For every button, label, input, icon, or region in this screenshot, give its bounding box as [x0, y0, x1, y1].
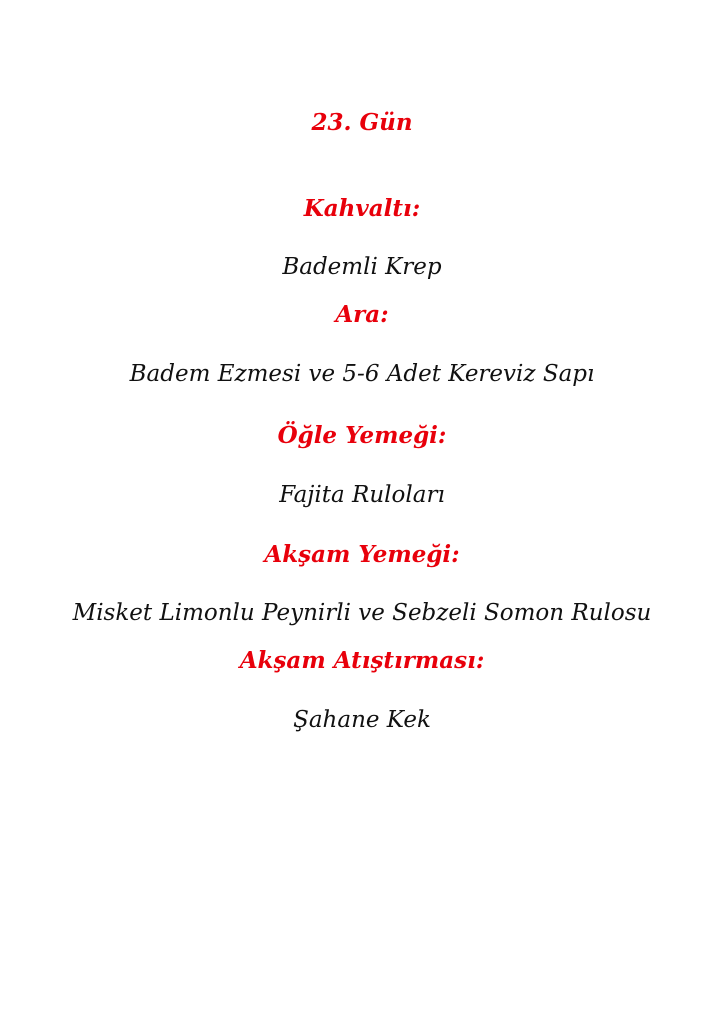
lunch-item: Fajita Ruloları: [279, 482, 445, 508]
breakfast-item: Bademli Krep: [282, 254, 442, 280]
dinner-item: Misket Limonlu Peynirli ve Sebzeli Somon Rulosu: [72, 600, 652, 626]
evening-snack-heading: Akşam Atıştırması:: [239, 647, 485, 674]
day-title: 23. Gün: [311, 109, 413, 136]
dinner-heading: Akşam Yemeği:: [264, 541, 460, 568]
snack-item: Badem Ezmesi ve 5-6 Adet Kereviz Sapı: [129, 361, 595, 387]
lunch-heading: Öğle Yemeği:: [277, 422, 447, 449]
snack-heading: Ara:: [335, 301, 389, 328]
evening-snack-item: Şahane Kek: [293, 707, 431, 733]
breakfast-heading: Kahvaltı:: [303, 195, 421, 222]
